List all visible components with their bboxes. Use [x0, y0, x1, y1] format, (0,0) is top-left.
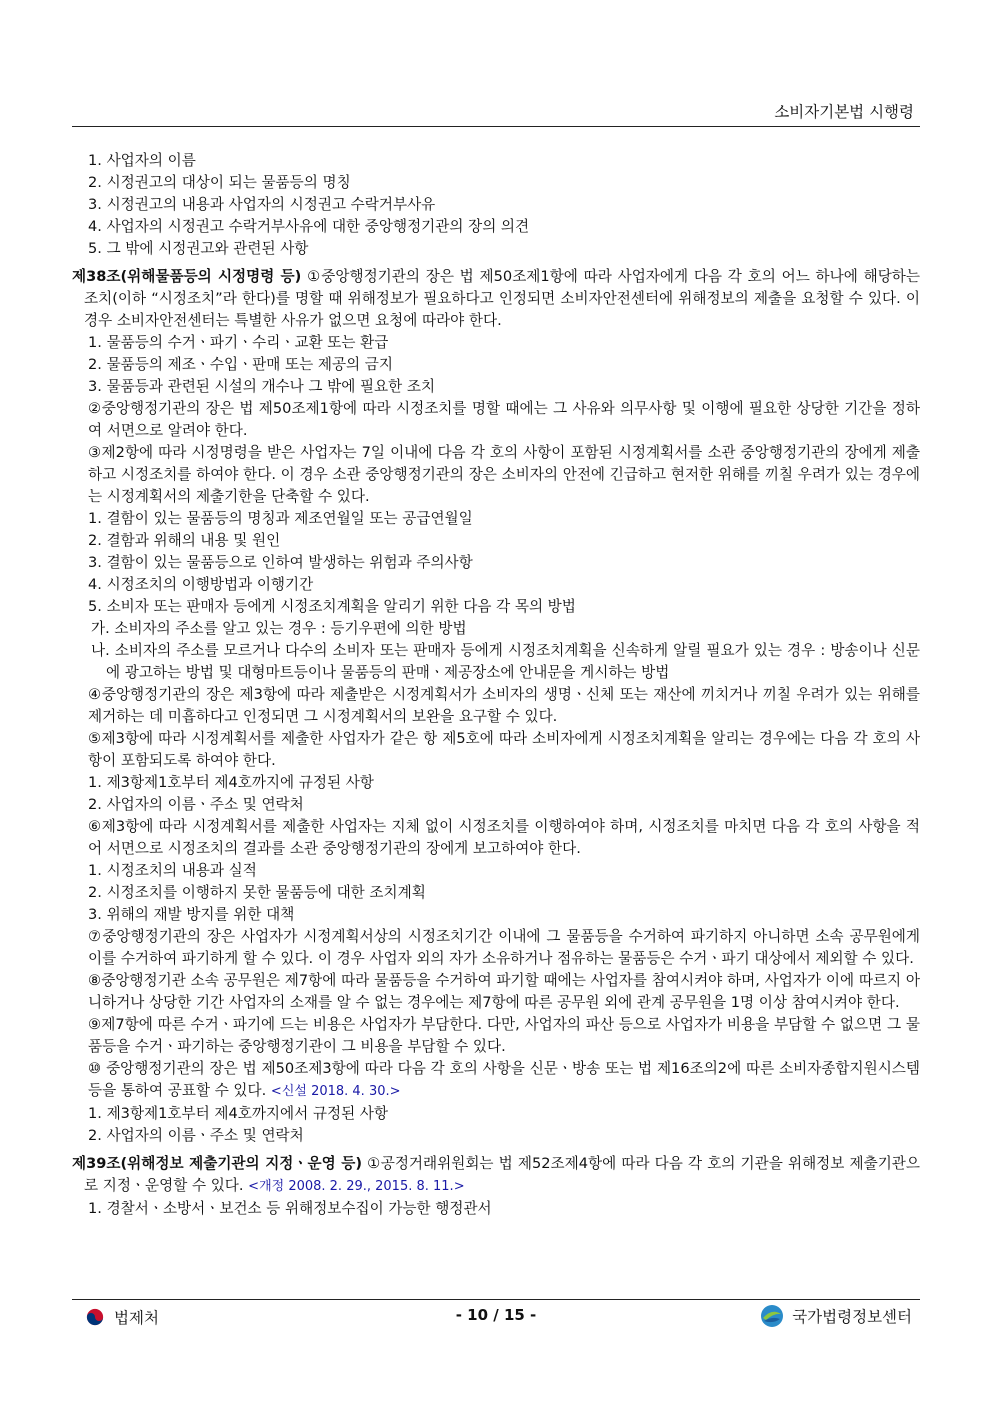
list-item	[72, 640, 920, 684]
paragraph-text: ⑩ 중앙행정기관의 장은 법 제50조제3항에 따라 다음 각 호의 사항을 신문ㆍ방송 또는 법 제16조의2에 따른 소비자종합지원시스템 등을 통하여 공표할 수 있다.	[88, 1060, 920, 1099]
paragraph	[72, 1058, 920, 1103]
list-item	[72, 860, 920, 882]
paragraph-text: 2. 사업자의 이름ㆍ주소 및 연락처	[88, 796, 304, 813]
list-item	[72, 904, 920, 926]
list-item	[72, 1125, 920, 1147]
footer-org-label: 법제처	[114, 1309, 159, 1327]
paragraph-text: ②중앙행정기관의 장은 법 제50조제1항에 따라 시정조치를 명할 때에는 그 사유와 의무사항 및 이행에 필요한 상당한 기간을 정하여 서면으로 알려야 한다.	[88, 400, 920, 439]
list-item	[72, 238, 920, 260]
paragraph-text: 나. 소비자의 주소를 모르거나 다수의 소비자 또는 판매자 등에게 시정조치계획을 신속하게 알릴 필요가 있는 경우 : 방송이나 신문에 광고하는 방법 및 대형마트등이나 물품등의 판매ㆍ제공장소에 안내문을 게시하는 방법	[91, 642, 920, 681]
paragraph-text: 2. 사업자의 이름ㆍ주소 및 연락처	[88, 1127, 304, 1144]
paragraph	[72, 1014, 920, 1058]
document-body	[72, 150, 920, 1220]
paragraph-text: ⑧중앙행정기관 소속 공무원은 제7항에 따라 물품등을 수거하여 파기할 때에는 사업자를 참여시켜야 하며, 사업자가 이에 따르지 아니하거나 상당한 기간 사업자의 소재를 알 수 없는 경우에는 제7항에 따른 공무원 외에 관계 공무원을 1명 이상 참여시켜야 한다.	[88, 972, 920, 1011]
paragraph	[72, 926, 920, 970]
paragraph	[72, 398, 920, 442]
article-heading-paragraph	[72, 266, 920, 332]
paragraph-text: ①공정거래위원회는 법 제52조제4항에 따라 다음 각 호의 기관을 위해정보 제출기관으로 지정ㆍ운영할 수 있다.	[84, 1155, 920, 1194]
list-item	[72, 794, 920, 816]
paragraph-text: 3. 시정권고의 내용과 사업자의 시정권고 수락거부사유	[88, 196, 436, 213]
header-divider	[72, 126, 920, 127]
paragraph-text: 2. 물품등의 제조ㆍ수입ㆍ판매 또는 제공의 금지	[88, 356, 393, 373]
paragraph-text: 4. 사업자의 시정권고 수락거부사유에 대한 중앙행정기관의 장의 의견	[88, 218, 530, 235]
paragraph-text: 3. 위해의 재발 방지를 위한 대책	[88, 906, 295, 923]
paragraph-text: ③제2항에 따라 시정명령을 받은 사업자는 7일 이내에 다음 각 호의 사항이 포함된 시정계획서를 소관 중앙행정기관의 장에게 제출하고 시정조치를 하여야 한다. 이 경우 소관 중앙행정기관의 장은 소비자의 안전에 긴급하고 현저한 위해를 끼칠 우려가 있는 경우에는 시정계획서의 제출기한을 단축할 수 있다.	[88, 444, 920, 505]
list-item	[72, 530, 920, 552]
paragraph-text: 1. 경찰서ㆍ소방서ㆍ보건소 등 위해정보수집이 가능한 행정관서	[88, 1200, 492, 1217]
paragraph-text: ⑤제3항에 따라 시정계획서를 제출한 사업자가 같은 항 제5호에 따라 소비자에게 시정조치계획을 알리는 경우에는 다음 각 호의 사항이 포함되도록 하여야 한다.	[88, 730, 920, 769]
paragraph	[72, 970, 920, 1014]
paragraph-text: 1. 제3항제1호부터 제4호까지에서 규정된 사항	[88, 1105, 388, 1122]
list-item	[72, 552, 920, 574]
paragraph-text: 3. 물품등과 관련된 시설의 개수나 그 밖에 필요한 조치	[88, 378, 436, 395]
list-item	[72, 508, 920, 530]
article-heading-paragraph	[72, 1153, 920, 1198]
list-item	[72, 376, 920, 398]
paragraph	[72, 728, 920, 772]
paragraph-text: 1. 사업자의 이름	[88, 152, 196, 169]
paragraph	[72, 684, 920, 728]
list-item	[72, 354, 920, 376]
footer-divider	[72, 1299, 920, 1300]
list-item	[72, 1198, 920, 1220]
paragraph-text: 1. 물품등의 수거ㆍ파기ㆍ수리ㆍ교환 또는 환급	[88, 334, 389, 351]
paragraph	[72, 442, 920, 508]
list-item	[72, 574, 920, 596]
document-title: 소비자기본법 시행령	[774, 103, 914, 121]
amendment-note: <개정 2008. 2. 29., 2015. 8. 11.>	[248, 1179, 465, 1194]
paragraph-text: ⑥제3항에 따라 시정계획서를 제출한 사업자는 지체 없이 시정조치를 이행하여야 하며, 시정조치를 마치면 다음 각 호의 사항을 적어 서면으로 시정조치의 결과를 소관 중앙행정기관의 장에게 보고하여야 한다.	[88, 818, 920, 857]
list-item	[72, 332, 920, 354]
list-item	[72, 1103, 920, 1125]
paragraph-text: 2. 시정권고의 대상이 되는 물품등의 명칭	[88, 174, 351, 191]
footer-right	[760, 1304, 912, 1328]
list-item	[72, 150, 920, 172]
page-number: - 10 / 15 -	[455, 1306, 537, 1324]
article-title: 제39조(위해정보 제출기관의 지정ㆍ운영 등)	[72, 1155, 363, 1172]
amendment-note: <신설 2018. 4. 30.>	[270, 1084, 401, 1099]
list-item	[72, 772, 920, 794]
list-item	[72, 618, 920, 640]
paragraph-text: 3. 결함이 있는 물품등으로 인하여 발생하는 위험과 주의사항	[88, 554, 473, 571]
paragraph-text: 2. 결함과 위해의 내용 및 원인	[88, 532, 281, 549]
paragraph-text: 2. 시정조치를 이행하지 못한 물품등에 대한 조치계획	[88, 884, 426, 901]
paragraph-text: 1. 시정조치의 내용과 실적	[88, 862, 257, 879]
paragraph-text: 4. 시정조치의 이행방법과 이행기간	[88, 576, 314, 593]
list-item	[72, 172, 920, 194]
paragraph-text: 1. 결함이 있는 물품등의 명칭과 제조연월일 또는 공급연월일	[88, 510, 473, 527]
paragraph	[72, 816, 920, 860]
list-item	[72, 882, 920, 904]
law-center-logo-icon	[760, 1304, 784, 1328]
list-item	[72, 596, 920, 618]
paragraph-text: 5. 소비자 또는 판매자 등에게 시정조치계획을 알리기 위한 다음 각 목의 방법	[88, 598, 576, 615]
paragraph-text: ④중앙행정기관의 장은 제3항에 따라 제출받은 시정계획서가 소비자의 생명ㆍ신체 또는 재산에 끼치거나 끼칠 우려가 있는 위해를 제거하는 데 미흡하다고 인정되면 그 시정계획서의 보완을 요구할 수 있다.	[88, 686, 920, 725]
paragraph-text: ⑨제7항에 따른 수거ㆍ파기에 드는 비용은 사업자가 부담한다. 다만, 사업자의 파산 등으로 사업자가 비용을 부담할 수 없으면 그 물품등을 수거ㆍ파기하는 중앙행정기관이 그 비용을 부담할 수 있다.	[88, 1016, 920, 1055]
list-item	[72, 194, 920, 216]
paragraph-text: 가. 소비자의 주소를 알고 있는 경우 : 등기우편에 의한 방법	[91, 620, 467, 637]
paragraph-text: ⑦중앙행정기관의 장은 사업자가 시정계획서상의 시정조치기간 이내에 그 물품등을 수거하여 파기하지 아니하면 소속 공무원에게 이를 수거하여 파기하게 할 수 있다. 이 경우 사업자 외의 자가 소유하거나 점유하는 물품등은 수거ㆍ파기 대상에서 제외할 수 있다.	[88, 928, 920, 967]
list-item	[72, 216, 920, 238]
footer-center-label: 국가법령정보센터	[792, 1308, 912, 1326]
article-title: 제38조(위해물품등의 시정명령 등)	[72, 268, 302, 285]
paragraph-text: 1. 제3항제1호부터 제4호까지에 규정된 사항	[88, 774, 374, 791]
paragraph-text: ①중앙행정기관의 장은 법 제50조제1항에 따라 사업자에게 다음 각 호의 어느 하나에 해당하는 조치(이하 “시정조치”라 한다)를 명할 때 위해정보가 필요하다고 인정되면 소비자안전센터에 위해정보의 제출을 요청할 수 있다. 이 경우 소비자안전센터는 특별한 사유가 없으면 요청에 따라야 한다.	[84, 268, 920, 329]
paragraph-text: 5. 그 밖에 시정권고와 관련된 사항	[88, 240, 309, 257]
